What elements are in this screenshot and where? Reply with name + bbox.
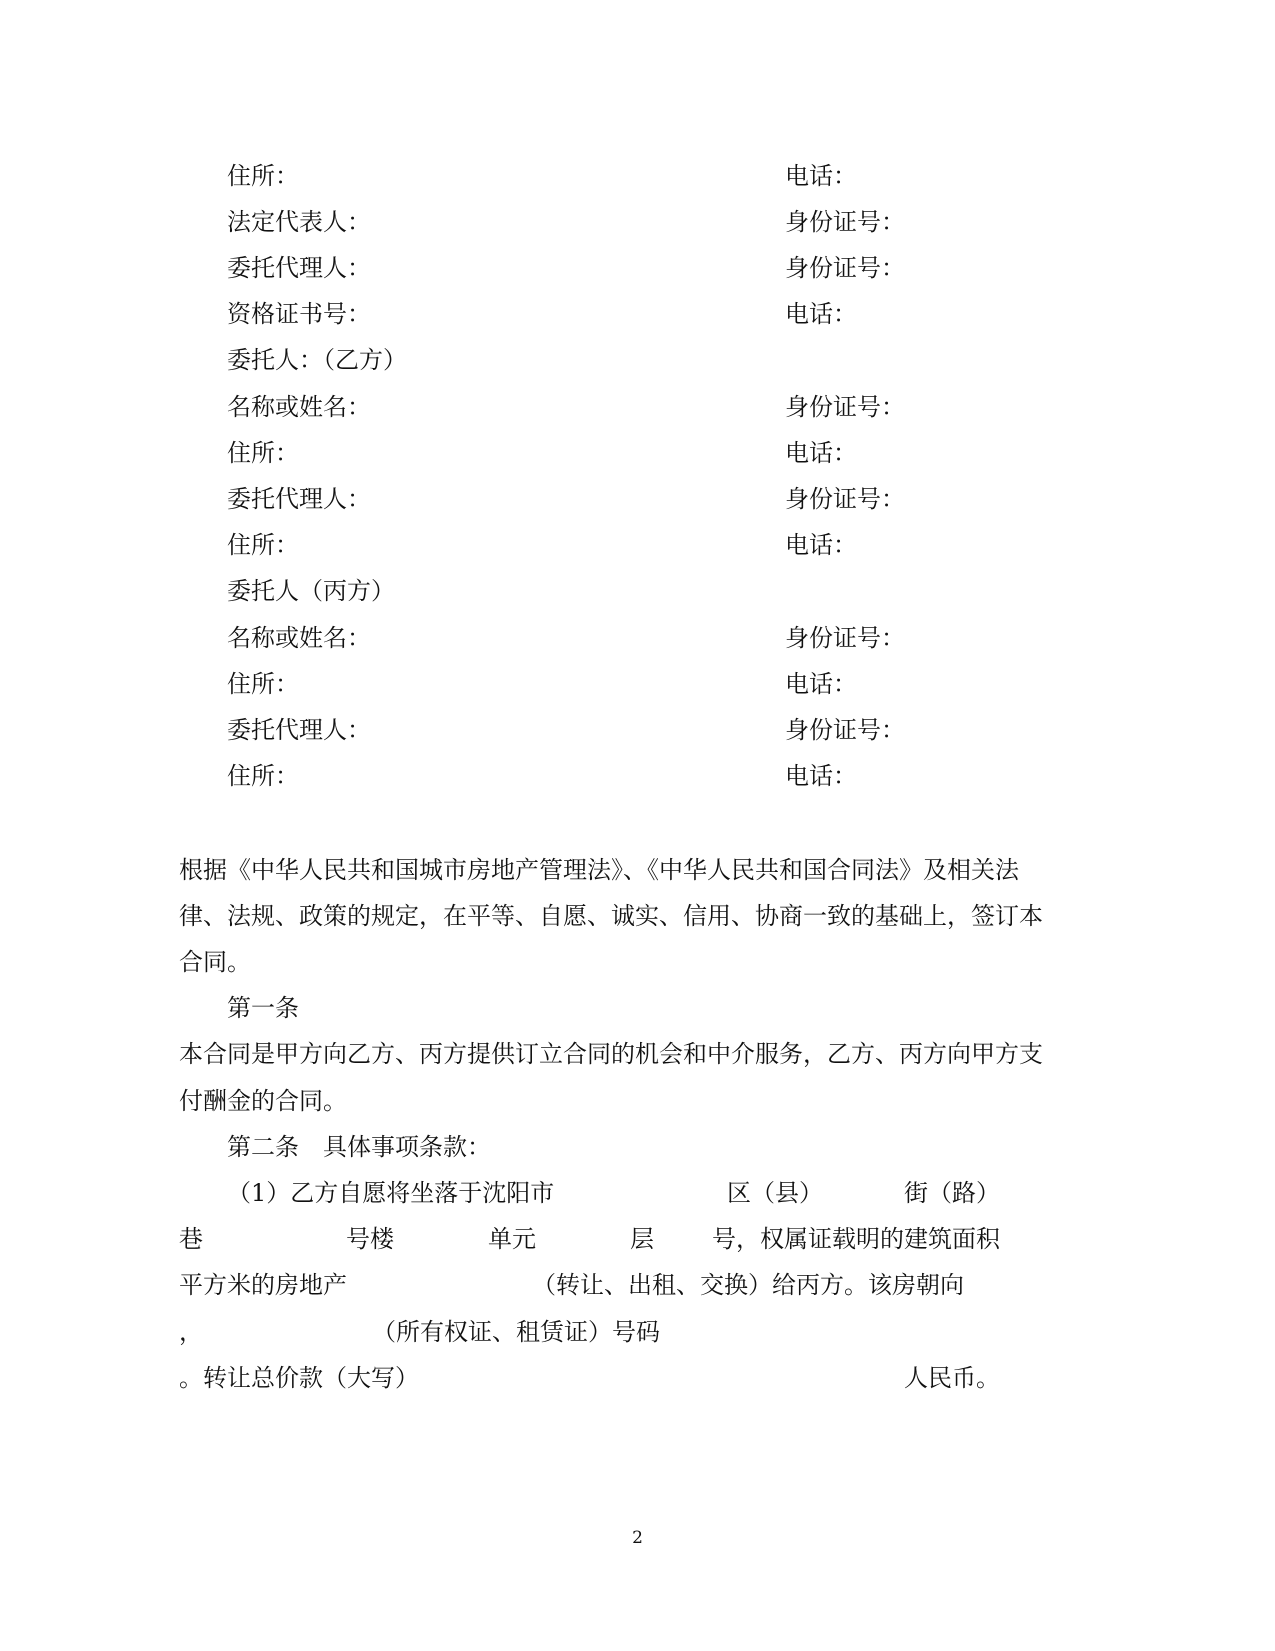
party-b-name-id-label: 身份证号： [785, 393, 905, 421]
floor-label: 层 [630, 1225, 654, 1253]
party-c-phone-label: 电话： [785, 670, 857, 698]
party-c-agent-address-label: 住所： [227, 762, 299, 790]
party-a-cert-phone-label: 电话： [785, 300, 857, 328]
party-a-cert-no-label: 资格证书号： [227, 300, 371, 328]
party-b-agent-label: 委托代理人： [227, 485, 371, 513]
transfer-types-label: （转让、出租、交换）给丙方。该房朝向 [532, 1271, 964, 1299]
party-c-heading: 委托人（丙方） [227, 577, 395, 605]
party-b-heading: 委托人：（乙方） [227, 346, 407, 374]
party-b-name-label: 名称或姓名： [227, 393, 371, 421]
price-label: 。转让总价款（大写） [179, 1364, 419, 1392]
party-c-agent-phone-label: 电话： [785, 762, 857, 790]
party-c-name-id-label: 身份证号： [785, 624, 905, 652]
party-c-agent-id-label: 身份证号： [785, 716, 905, 744]
area-label: 平方米的房地产 [179, 1271, 347, 1299]
article-1-heading: 第一条 [227, 994, 299, 1022]
number-tail-label: 号，权属证载明的建筑面积 [712, 1225, 1000, 1253]
preamble-line-2: 律、法规、政策的规定，在平等、自愿、诚实、信用、协商一致的基础上，签订本 [179, 902, 1043, 930]
cert-types-label: （所有权证、租赁证）号码 [372, 1318, 660, 1346]
party-a-address-label: 住所： [227, 162, 299, 190]
article-2-item-1-start: （1）乙方自愿将坐落于沈阳市 [227, 1179, 555, 1207]
district-label: 区（县） [727, 1179, 823, 1207]
building-label: 号楼 [346, 1225, 394, 1253]
party-a-legal-rep-label: 法定代表人： [227, 208, 371, 236]
party-b-agent-phone-label: 电话： [785, 531, 857, 559]
party-b-address-label: 住所： [227, 439, 299, 467]
party-c-address-label: 住所： [227, 670, 299, 698]
party-c-name-label: 名称或姓名： [227, 624, 371, 652]
party-a-legal-rep-id-label: 身份证号： [785, 208, 905, 236]
party-b-agent-id-label: 身份证号： [785, 485, 905, 513]
page-number: 2 [632, 1528, 643, 1548]
preamble-line-1: 根据《中华人民共和国城市房地产管理法》、《中华人民共和国合同法》及相关法 [179, 856, 1019, 884]
preamble-line-3: 合同。 [179, 948, 251, 976]
article-1-line-2: 付酬金的合同。 [179, 1087, 347, 1115]
unit-label: 单元 [488, 1225, 536, 1253]
currency-label: 人民币。 [904, 1364, 1000, 1392]
article-2-heading: 第二条 具体事项条款： [227, 1133, 491, 1161]
party-c-agent-label: 委托代理人： [227, 716, 371, 744]
comma-mark: ， [179, 1318, 203, 1346]
street-label: 街（路） [904, 1179, 1000, 1207]
article-1-line-1: 本合同是甲方向乙方、丙方提供订立合同的机会和中介服务，乙方、丙方向甲方支 [179, 1040, 1043, 1068]
party-a-agent-id-label: 身份证号： [785, 254, 905, 282]
lane-label: 巷 [179, 1225, 203, 1253]
party-a-phone-label: 电话： [785, 162, 857, 190]
party-a-agent-label: 委托代理人： [227, 254, 371, 282]
party-b-agent-address-label: 住所： [227, 531, 299, 559]
party-b-phone-label: 电话： [785, 439, 857, 467]
